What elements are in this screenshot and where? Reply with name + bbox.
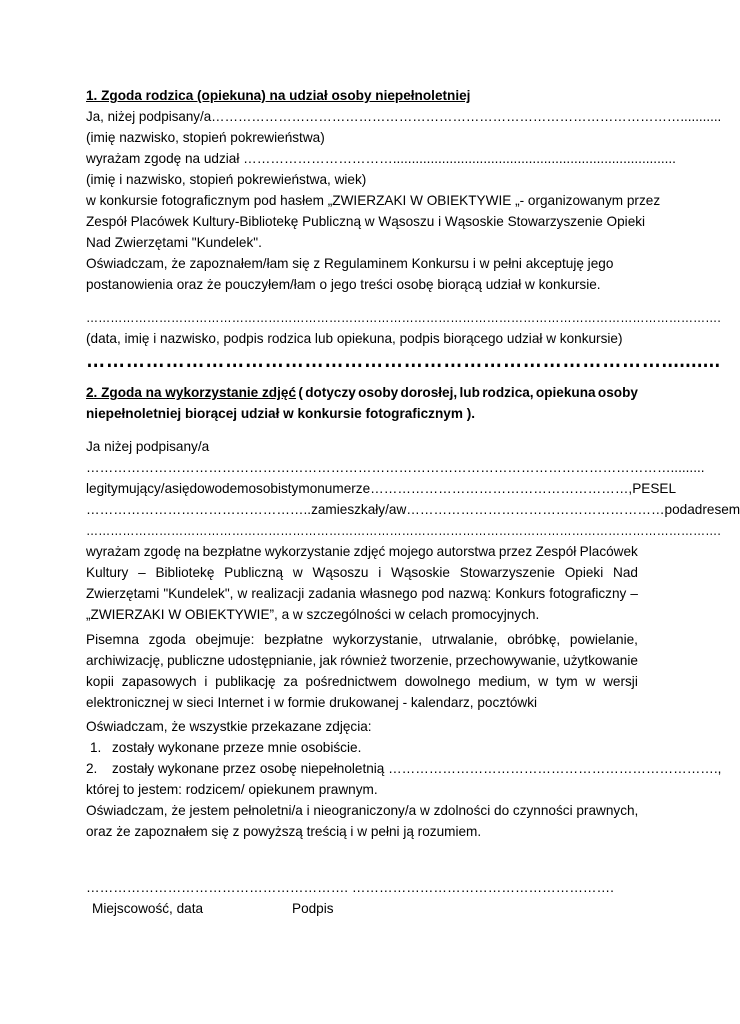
row (86, 584, 638, 604)
w: zadania (308, 586, 356, 601)
w: w (538, 674, 549, 689)
w: wykorzystanie (264, 544, 351, 559)
address-line (86, 500, 740, 520)
w: kopii (86, 674, 114, 689)
w: przez (498, 544, 533, 559)
w: przechowywanie, (455, 653, 560, 668)
w: wykorzystanie, (332, 632, 423, 647)
list-number-2: 2. (86, 761, 98, 776)
section2-heading-line-1 (86, 383, 638, 403)
scope-line2 (86, 651, 638, 671)
signer-label: Ja niżej podpisany/a (86, 439, 210, 454)
w: Kultury (86, 565, 129, 580)
address-line-row (86, 500, 740, 520)
w: zgodę (143, 544, 181, 559)
w: na (184, 544, 200, 559)
id-line (86, 479, 677, 499)
w: archiwizację, (86, 653, 164, 668)
w: dowodem (189, 481, 249, 496)
section1-heading: 1. Zgoda rodzica (opiekuna) na udział osoby niepełnoletniej (86, 88, 471, 103)
w: legitymujący/a (86, 481, 173, 496)
w: Opieki (564, 565, 604, 580)
w: dotyczy (305, 385, 356, 400)
signature-label: Podpis (292, 901, 334, 916)
section2-heading-title: 2. Zgoda na wykorzystanie zdjęć (86, 385, 297, 400)
photos-statement: Oświadczam, że wszystkie przekazane zdjęcia: (86, 719, 372, 734)
w: w (237, 586, 248, 601)
list-number-1: 1. (90, 740, 102, 755)
w: zamieszkały/a (311, 502, 397, 517)
place-date-label: Miejscowość, data (92, 901, 204, 916)
w: Nad (613, 565, 638, 580)
w: Wąsoskie (391, 565, 450, 580)
w: zapasowych (121, 674, 197, 689)
w: własnego (359, 586, 418, 601)
w: pośrednictwem (305, 674, 397, 689)
scope-line1 (86, 630, 638, 650)
row (86, 630, 638, 650)
city-dots: ………………………………………………… (406, 502, 665, 517)
w: pod (421, 586, 445, 601)
w: Publiczną (224, 565, 284, 580)
w: za (283, 674, 298, 689)
w: osoby (358, 385, 399, 400)
address-dots: …………………………………………………………………………………………………………………………………………. (86, 523, 721, 538)
w: realizacji (251, 586, 305, 601)
w: w (396, 502, 407, 517)
signer-name-line: Ja, niżej podpisany/a……………………………………………………………………………………………........... (86, 109, 722, 124)
signer-name-caption: (imię nazwisko, stopień pokrewieństwa) (86, 130, 325, 145)
list-item-2-text: zostały wykonane przez osobę niepełnoletnią ………………………………………………………………., (111, 761, 722, 776)
list-item-1 (90, 738, 361, 758)
w: "Kundelek", (163, 586, 234, 601)
signer-name-dots: …………………………………………………………………………………………………………………......... (86, 460, 705, 475)
signature-caption: (data, imię i nazwisko, podpis rodzica lub opiekuna, podpis biorącego udział w konkursie) (86, 331, 623, 346)
w: w (585, 674, 596, 689)
w: PESEL (632, 481, 677, 496)
scope-line3 (86, 672, 638, 692)
w: zgoda (148, 632, 186, 647)
final-signature-dots: …………………………………………………. …………………………………………………. (86, 880, 614, 895)
w: dorosłej, (400, 385, 458, 400)
section2-heading-line-2: niepełnoletniej biorącej udział w konkursie fotograficznym ). (86, 406, 476, 421)
signature-dots: …………………………………………………………………………………………………………………………………………. (86, 310, 721, 325)
list-item-2 (86, 759, 721, 779)
capacity-statement-line1: Oświadczam, że jestem pełnoletni/a i nieograniczony/a w zdolności do czynności prawnych, (86, 803, 639, 818)
section2-heading-row (86, 383, 638, 403)
w: opiekuna (535, 385, 596, 400)
consent-para1-line2 (86, 563, 638, 583)
w: mojego (388, 544, 434, 559)
w: bezpłatne (202, 544, 262, 559)
w: utrwalanie, (431, 632, 498, 647)
w: – (630, 586, 638, 601)
w: o (309, 481, 318, 496)
w: rodzica, (482, 385, 534, 400)
w: Konkurs (495, 586, 546, 601)
w: w (292, 565, 303, 580)
w: – (138, 565, 146, 580)
consent-para1-line1 (86, 542, 638, 562)
contest-text-line-1: w konkursie fotograficznym pod hasłem „ZWIERZAKI W OBIEKTYWIE „- organizowanym przez (86, 193, 661, 208)
consent-para1-line4: „ZWIERZAKI W OBIEKTYWIE”, a w szczególności w celach promocyjnych. (86, 607, 540, 622)
w: Wąsoszu (312, 565, 369, 580)
w: jak (319, 653, 337, 668)
w: autorstwa (436, 544, 496, 559)
w: Bibliotekę (155, 565, 215, 580)
w: wyrażam (86, 544, 141, 559)
w: osoby (597, 385, 638, 400)
w: fotograficzny (549, 586, 627, 601)
w: Stowarzyszenie (459, 565, 555, 580)
w: numerze (317, 481, 371, 496)
w: bezpłatne (264, 632, 324, 647)
w: się (172, 481, 190, 496)
w: Zespół (535, 544, 577, 559)
consent-para1-line3 (86, 584, 638, 604)
w: Pisemna (86, 632, 139, 647)
w: Placówek (579, 544, 638, 559)
participant-caption: (imię i nazwisko, stopień pokrewieństwa, wiek) (86, 172, 367, 187)
statement-line-2: postanowienia oraz że pouczyłem/łam o jego treści osobę biorącą udział w konkursie. (86, 277, 601, 292)
list-item-1-text: zostały wykonane przeze mnie osobiście. (112, 740, 362, 755)
capacity-statement-line2: oraz że zapoznałem się z powyższą treścią i w pełni ją rozumiem. (86, 824, 482, 839)
w: i (378, 565, 382, 580)
statement-line-1: Oświadczam, że zapoznałem/łam się z Regulaminem Konkursu i w pełni akceptuję jego (86, 256, 614, 271)
row (86, 651, 638, 671)
w: publiczne (167, 653, 225, 668)
contest-text-line-3: Nad Zwierzętami "Kundelek". (86, 235, 262, 250)
contest-text-line-2: Zespół Placówek Kultury-Bibliotekę Publiczną w Wąsoszu i Wąsoskie Stowarzyszenie Opieki (86, 214, 646, 229)
w: i (204, 674, 208, 689)
w: adresem (687, 502, 740, 517)
w: nazwą: (448, 586, 492, 601)
w: udostępnianie, (227, 653, 317, 668)
w: tym (555, 674, 578, 689)
id-line-row (86, 479, 677, 499)
w: obejmuje: (195, 632, 255, 647)
row (86, 563, 638, 583)
w: medium, (478, 674, 531, 689)
list-item-2-continued: której to jestem: rodzicem/ opiekunem prawnym. (86, 782, 378, 797)
id-number-dots: …………………………………………………, (370, 481, 633, 496)
w: Zwierzętami (86, 586, 160, 601)
section-separator: …………………………………………………………………………….......... (86, 347, 721, 372)
participant-line: wyrażam zgodę na udział ……………………………........................................................................... (86, 151, 676, 166)
w: zdjęć (353, 544, 386, 559)
w: lub (459, 385, 480, 400)
row (86, 672, 638, 692)
w: obróbkę, (507, 632, 561, 647)
w: osobistym (248, 481, 310, 496)
w: użytkowanie (563, 653, 638, 668)
w: wersji (603, 674, 638, 689)
w: powielanie, (569, 632, 638, 647)
scope-line4: elektronicznej w sieci Internet i w formie drukowanej - kalendarz, pocztówki (86, 695, 538, 710)
pesel-dots: ………………………………………….. (86, 502, 312, 517)
w: ( (298, 385, 303, 400)
w: pod (664, 502, 688, 517)
w: również (340, 653, 388, 668)
w: tworzenie, (390, 653, 453, 668)
row (86, 542, 638, 562)
w: publikację (215, 674, 276, 689)
w: dowolnego (404, 674, 471, 689)
